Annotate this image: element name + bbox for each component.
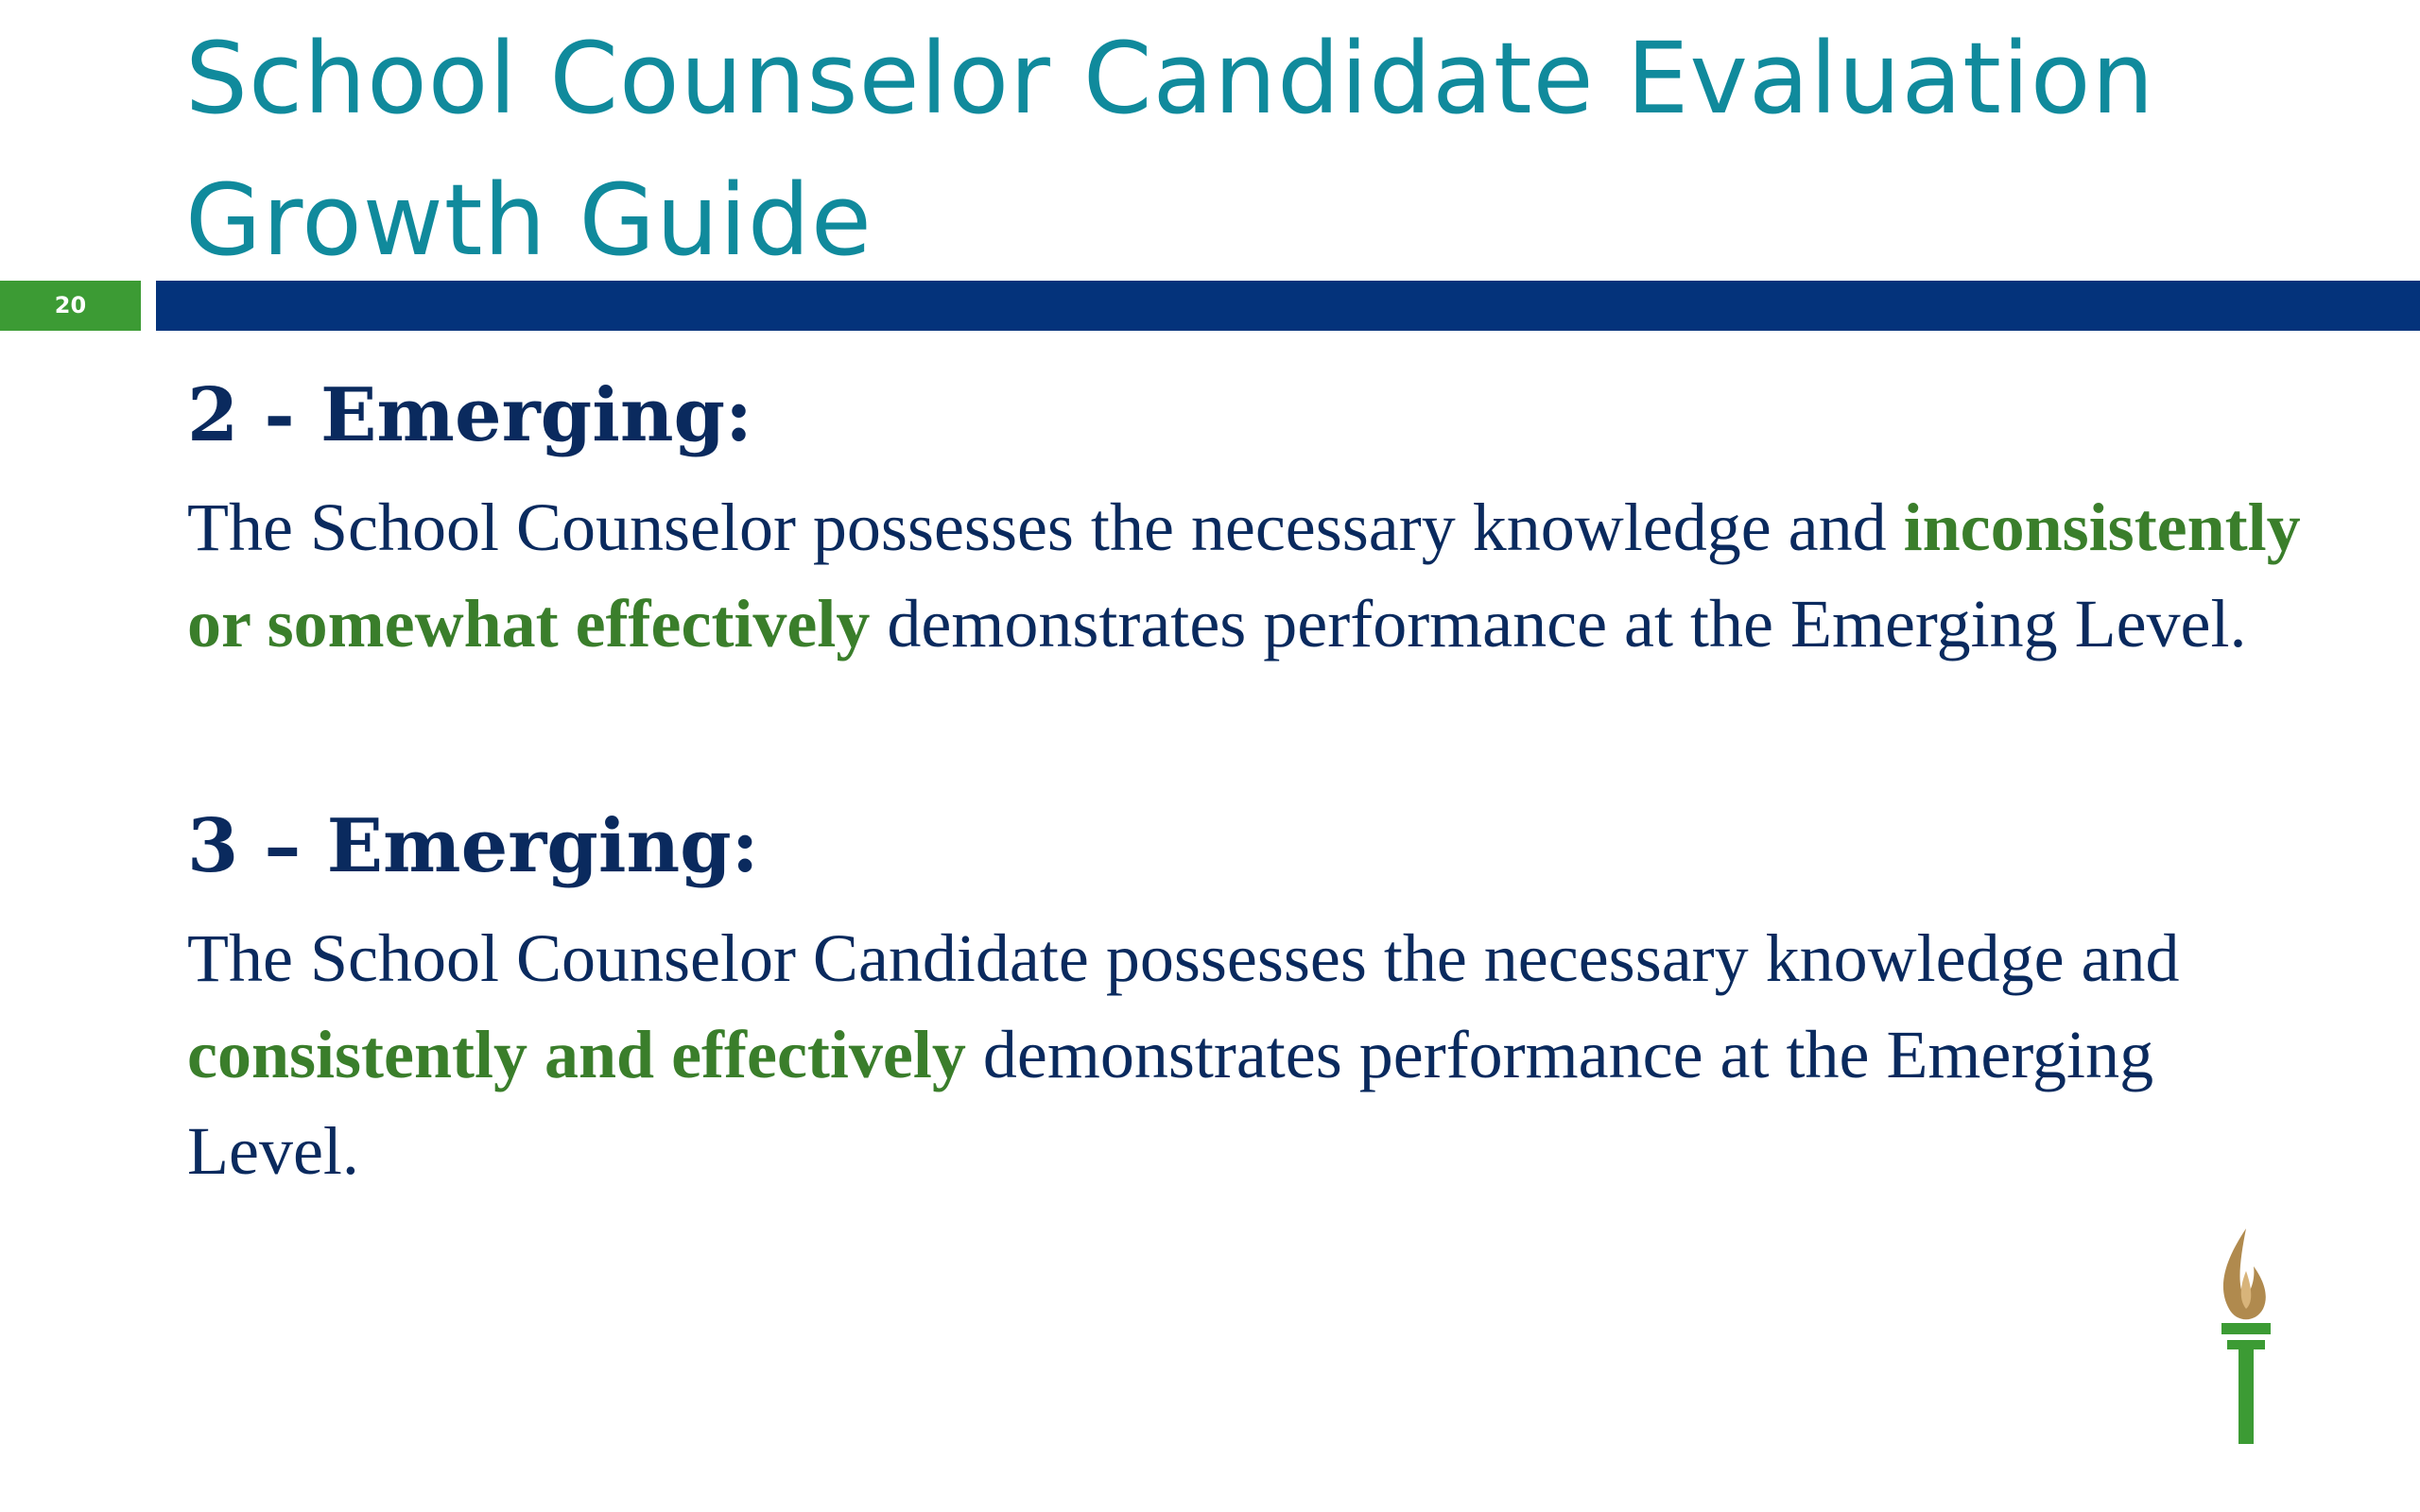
description-text: demonstrates performance at the Emerging Level.: [187, 1017, 2154, 1189]
slide-content: [187, 364, 2305, 1199]
slide-title-line-2: Growth Guide: [185, 163, 873, 278]
description-text: The School Counselor possesses the necessary knowledge and: [187, 490, 1904, 565]
description-emphasis: inconsistently or somewhat effectively: [187, 490, 2301, 662]
level-description: [187, 910, 2305, 1199]
description-emphasis: consistently and effectively: [187, 1017, 966, 1092]
torch-cup-band: [2227, 1340, 2265, 1349]
torch-cup: [2221, 1323, 2271, 1334]
level-block-2: [187, 364, 2305, 672]
title-divider-bar: [156, 281, 2420, 331]
slide-title-line-1: School Counselor Candidate Evaluation: [185, 21, 2155, 136]
level-description: [187, 479, 2305, 672]
torch-handle: [2238, 1349, 2254, 1444]
level-heading: 2 - Emerging:: [187, 372, 752, 458]
slide-number: 20: [0, 281, 141, 331]
level-heading: 3 – Emerging:: [187, 803, 759, 889]
level-block-3: [187, 795, 2305, 1199]
description-text: The School Counselor Candidate possesses the necessary knowledge and: [187, 920, 2180, 996]
description-text: demonstrates performance at the Emerging Level.: [870, 586, 2247, 662]
slide-title: [185, 8, 2360, 291]
torch-icon: [2208, 1228, 2284, 1446]
